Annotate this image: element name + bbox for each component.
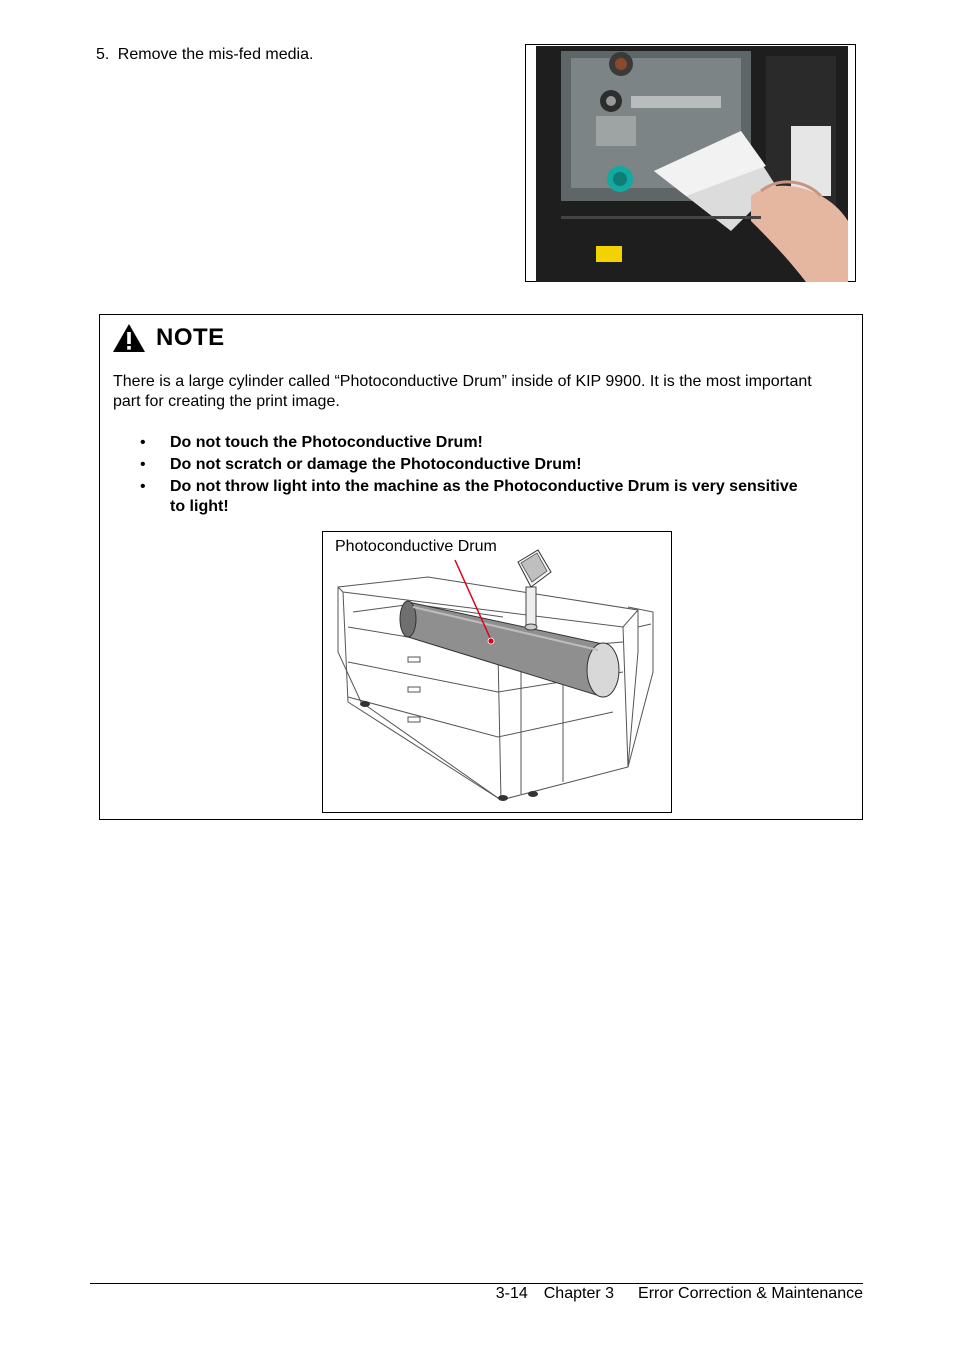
step-text: Remove the mis-fed media. bbox=[117, 46, 314, 63]
drum-figure bbox=[322, 531, 672, 813]
step-instruction bbox=[96, 46, 313, 64]
bullet-icon: • bbox=[140, 434, 146, 451]
pointer-dot bbox=[488, 638, 494, 644]
printer-interior-photo bbox=[536, 46, 848, 282]
printer-drawing bbox=[323, 532, 671, 812]
list-item bbox=[140, 433, 800, 453]
step-number: 5. bbox=[96, 46, 110, 63]
list-item bbox=[140, 455, 800, 475]
bullet-icon: • bbox=[140, 456, 146, 473]
bullet-text: Do not touch the Photoconductive Drum! bbox=[170, 434, 483, 451]
note-title: NOTE bbox=[156, 324, 225, 351]
section-title: Error Correction & Maintenance bbox=[638, 1285, 863, 1302]
chapter-label: Chapter 3 bbox=[543, 1285, 615, 1302]
footer-rule bbox=[90, 1283, 863, 1284]
figure-label: Photoconductive Drum bbox=[335, 538, 497, 555]
bullet-icon: • bbox=[140, 478, 146, 495]
bullet-text: Do not throw light into the machine as the Photoconductive Drum is very sensitive to light! bbox=[170, 478, 798, 515]
page-footer bbox=[496, 1285, 863, 1303]
list-item bbox=[140, 477, 800, 517]
note-header bbox=[112, 323, 225, 353]
mis-fed-media-photo bbox=[525, 44, 856, 282]
note-intro: There is a large cylinder called “Photoconductive Drum” inside of KIP 9900. It is the most important part for creating the print image. bbox=[113, 373, 812, 410]
note-box bbox=[99, 314, 863, 820]
photoconductive-drum-shape bbox=[400, 601, 619, 697]
warning-icon bbox=[112, 323, 146, 353]
page-number: 3-14 bbox=[495, 1285, 528, 1302]
note-bullet-list bbox=[140, 433, 800, 519]
bullet-text: Do not scratch or damage the Photoconductive Drum! bbox=[170, 456, 582, 473]
